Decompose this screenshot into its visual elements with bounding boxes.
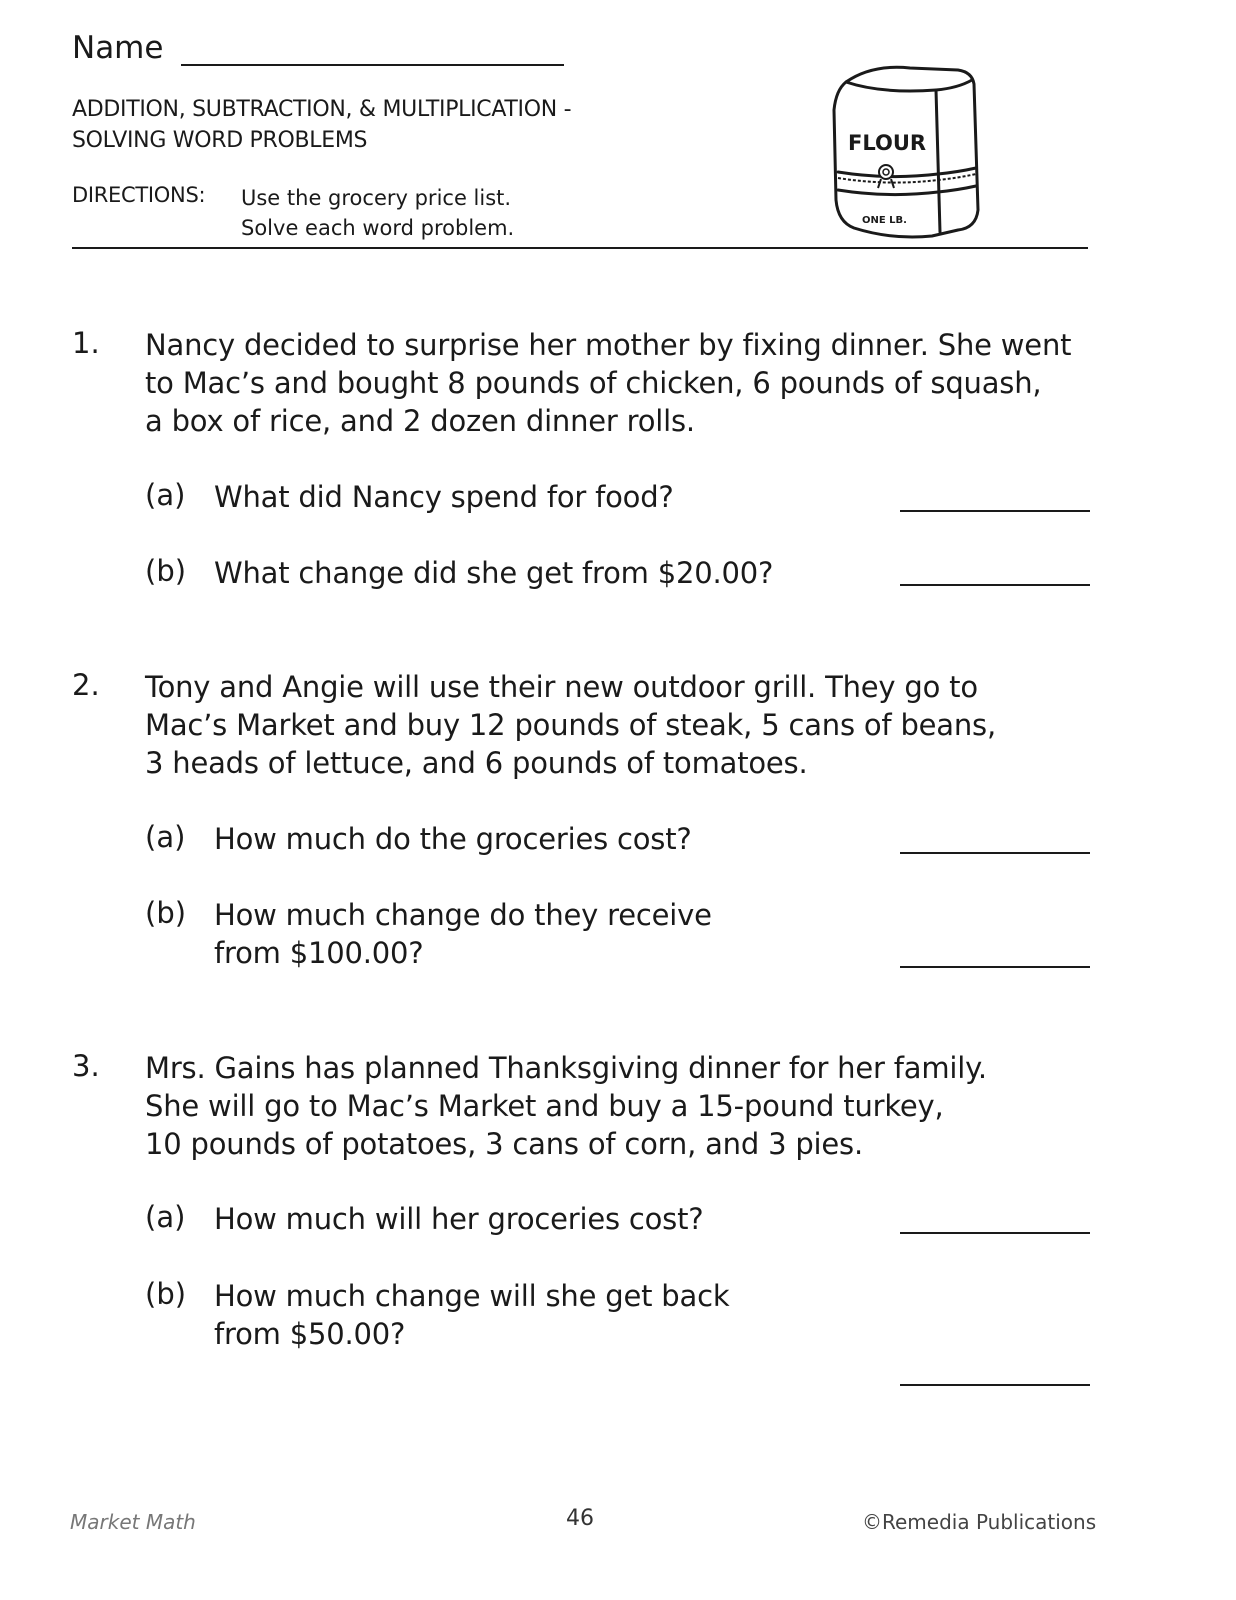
problem-2a-text [214,820,692,858]
problem-2b-text [214,896,712,972]
footer-book-title: Market Math [70,1510,196,1534]
question-line: How much change will she get back [214,1279,730,1313]
question-line: What change did she get from $20.00? [214,556,774,590]
flour-weight-label: ONE LB. [862,215,907,226]
directions-line-2: Solve each word problem. [241,216,515,240]
problem-1b-text [214,554,773,592]
directions-line-1: Use the grocery price list. [241,186,512,210]
problem-2b-letter: (b) [145,896,187,930]
problem-1-text [145,326,1145,440]
name-answer-line[interactable] [181,64,564,66]
question-line: How much will her groceries cost? [214,1202,704,1236]
worksheet-subject [72,94,571,156]
problem-1b-answer-line[interactable] [900,584,1090,586]
problem-line: 10 pounds of potatoes, 3 cans of corn, and 3 pies. [145,1127,863,1161]
problem-line: Tony and Angie will use their new outdoor grill. They go to [145,670,978,704]
problem-1-number: 1. [72,326,100,360]
question-line: How much do the groceries cost? [214,822,692,856]
header-divider [72,247,1088,249]
subject-line-2: SOLVING WORD PROBLEMS [72,128,368,153]
problem-1a-text [214,478,674,516]
problem-3a-text [214,1200,703,1238]
problem-line: She will go to Mac’s Market and buy a 15-pound turkey, [145,1089,944,1123]
question-line: from $100.00? [214,936,424,970]
problem-line: Mac’s Market and buy 12 pounds of steak, 5 cans of beans, [145,708,996,742]
problem-line: Nancy decided to surprise her mother by fixing dinner. She went [145,328,1072,362]
problem-3a-answer-line[interactable] [900,1232,1090,1234]
problem-3b-text [214,1277,729,1353]
problem-line: to Mac’s and bought 8 pounds of chicken, 6 pounds of squash, [145,366,1042,400]
problem-2a-letter: (a) [145,820,186,854]
subject-line-1: ADDITION, SUBTRACTION, & MULTIPLICATION - [72,97,572,122]
problem-3b-answer-line[interactable] [900,1384,1090,1386]
problem-2-text [145,668,1145,782]
problem-line: Mrs. Gains has planned Thanksgiving dinner for her family. [145,1051,987,1085]
problem-3-text [145,1049,1145,1163]
problem-3a-letter: (a) [145,1200,186,1234]
problem-1b-letter: (b) [145,554,187,588]
question-line: What did Nancy spend for food? [214,480,674,514]
page-number: 46 [566,1506,594,1531]
footer-publisher: ©Remedia Publications [862,1510,1097,1534]
problem-2-number: 2. [72,668,100,702]
directions-text [241,183,514,243]
problem-3-number: 3. [72,1049,100,1083]
question-line: How much change do they receive [214,898,712,932]
problem-2a-answer-line[interactable] [900,852,1090,854]
problem-3b-letter: (b) [145,1277,187,1311]
problem-1a-letter: (a) [145,478,186,512]
problem-1a-answer-line[interactable] [900,510,1090,512]
problem-line: a box of rice, and 2 dozen dinner rolls. [145,404,695,438]
flour-bag-illustration [832,60,984,240]
problem-2b-answer-line[interactable] [900,966,1090,968]
directions-label: DIRECTIONS: [72,183,206,207]
problem-line: 3 heads of lettuce, and 6 pounds of tomatoes. [145,746,808,780]
flour-label: FLOUR [848,131,927,155]
name-label: Name [72,30,164,66]
question-line: from $50.00? [214,1317,406,1351]
